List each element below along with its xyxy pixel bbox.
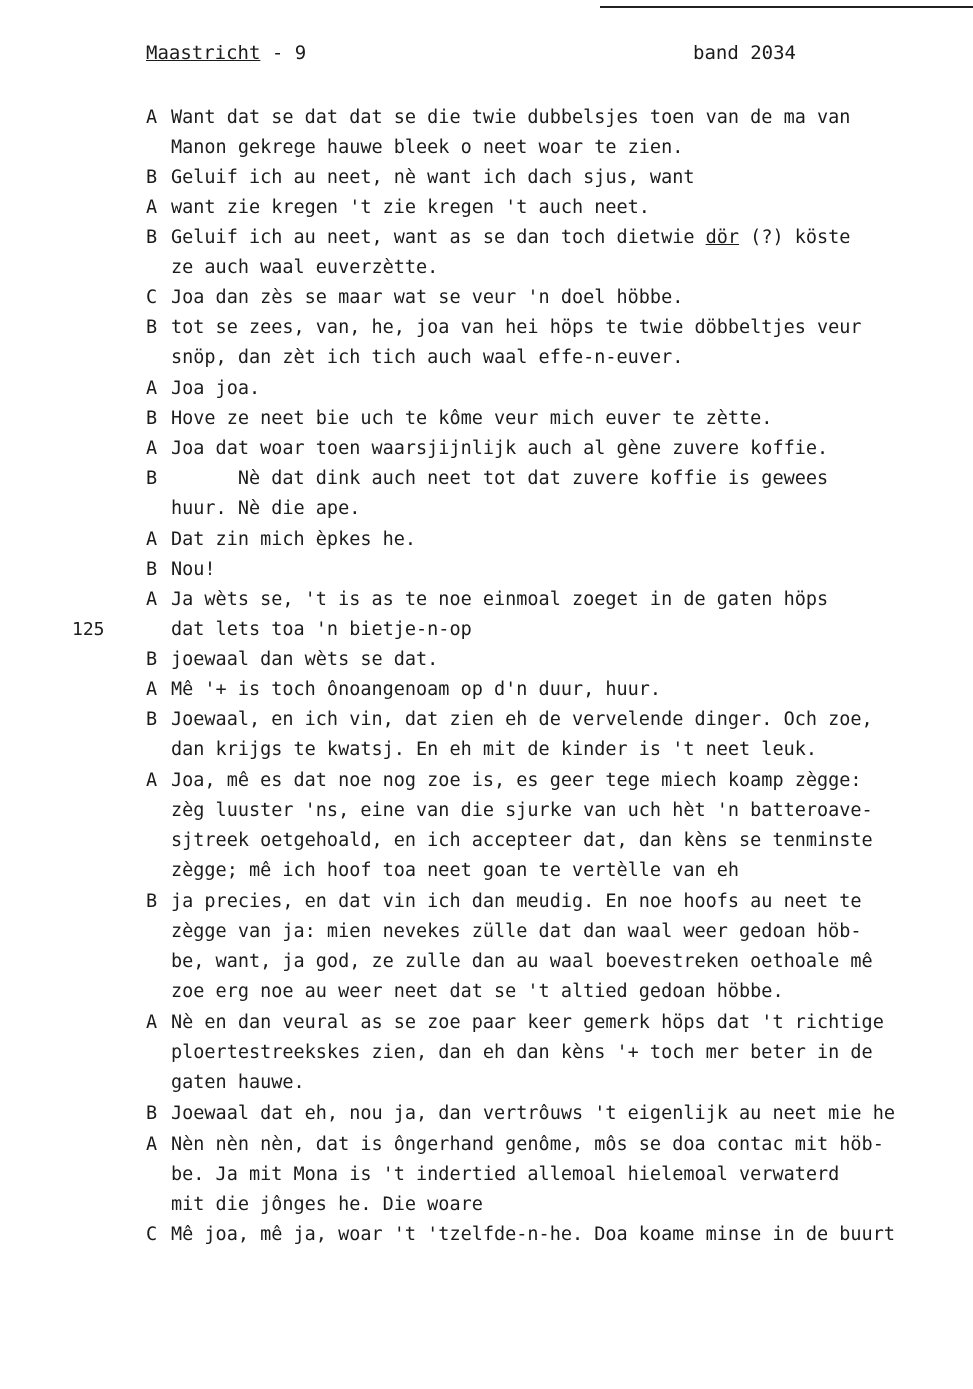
transcript-line (146, 226, 850, 250)
utterance-text: Joa, mê es dat noe nog zoe is, es geer tege miech koamp zègge: (171, 770, 862, 791)
utterance-text: Joewaal, en ich vin, dat zien eh de vervelende dinger. Och zoe, (171, 709, 873, 730)
utterance-text: ploertestreekskes zien, dan eh dan kèns '+ toch mer beter in de (171, 1042, 873, 1063)
transcript-line (171, 799, 873, 823)
speaker-label: B (146, 317, 158, 338)
transcript-line (146, 377, 260, 401)
utterance-text: Geluif ich au neet, nè want ich dach sjus, want (171, 167, 695, 188)
utterance-text: Geluif ich au neet, want as se dan toch dietwie (171, 227, 706, 248)
utterance-text: sjtreek oetgehoald, en ich accepteer dat, dan kèns se tenminste (171, 830, 873, 851)
transcript-line (146, 678, 661, 702)
speaker-label: B (146, 709, 158, 730)
utterance-text: dat lets toa 'n bietje-n-op (171, 619, 472, 640)
transcript-line (171, 738, 817, 762)
tape-number: band 2034 (693, 42, 796, 64)
speaker-label: A (146, 107, 158, 128)
speaker-label: C (146, 287, 158, 308)
speaker-label: A (146, 378, 158, 399)
transcript-line (171, 1193, 483, 1217)
speaker-label: A (146, 438, 158, 459)
utterance-text: zèg luuster 'ns, eine van die sjurke van uch hèt 'n batteroave- (171, 800, 873, 821)
utterance-text: Ja wèts se, 't is as te noe einmoal zoeget in de gaten höps (171, 589, 829, 610)
transcript-line (171, 346, 683, 370)
utterance-text: Joewaal dat eh, nou ja, dan vertrôuws 't eigenlijk au neet mie he (171, 1103, 895, 1124)
margin-line-number: 125 (72, 619, 105, 640)
transcript-line (146, 708, 873, 732)
utterance-text: Mê joa, mê ja, woar 't 'tzelfde-n-he. Doa koame minse in de buurt (171, 1224, 895, 1245)
transcript-line (146, 528, 416, 552)
utterance-text: ze auch waal euverzètte. (171, 257, 439, 278)
transcript-line (171, 1041, 873, 1065)
transcript-line (171, 136, 683, 160)
transcript-line (171, 1163, 839, 1187)
transcript-line (171, 920, 862, 944)
page-header-location (146, 42, 306, 64)
utterance-text: Nè dat dink auch neet tot dat zuvere koffie is gewees (171, 468, 829, 489)
utterance-text: Nou! (171, 559, 216, 580)
utterance-text: Dat zin mich èpkes he. (171, 529, 417, 550)
utterance-text: Joa joa. (171, 378, 261, 399)
transcript-line (146, 769, 862, 793)
speaker-label: B (146, 167, 158, 188)
utterance-text: Hove ze neet bie uch te kôme veur mich euver te zètte. (171, 408, 773, 429)
speaker-label: A (146, 197, 158, 218)
transcript-line (171, 829, 873, 853)
speaker-label: A (146, 1012, 158, 1033)
transcript-line (146, 166, 694, 190)
utterance-text: snöp, dan zèt ich tich auch waal effe-n-euver. (171, 347, 684, 368)
utterance-text: Nè en dan veural as se zoe paar keer gemerk höps dat 't richtige (171, 1012, 884, 1033)
speaker-label: B (146, 408, 158, 429)
utterance-text: tot se zees, van, he, joa van hei höps te twie döbbeltjes veur (171, 317, 862, 338)
utterance-text: zègge; mê ich hoof toa neet goan te vertèlle van eh (171, 860, 740, 881)
utterance-text: zoe erg noe au weer neet dat se 't altied gedoan höbbe. (171, 981, 784, 1002)
speaker-label: B (146, 649, 158, 670)
underlined-word: dör (705, 227, 740, 248)
speaker-label: A (146, 770, 158, 791)
transcript-line (171, 618, 472, 642)
utterance-text: want zie kregen 't zie kregen 't auch neet. (171, 197, 650, 218)
utterance-text: zègge van ja: mien nevekes zülle dat dan waal weer gedoan höb- (171, 921, 862, 942)
utterance-text: Nèn nèn nèn, dat is ôngerhand genôme, môs se doa contac mit höb- (171, 1134, 884, 1155)
speaker-label: A (146, 1134, 158, 1155)
transcript-line (146, 1223, 895, 1247)
transcript-line (171, 256, 438, 280)
utterance-text: dan krijgs te kwatsj. En eh mit de kinder is 't neet leuk. (171, 739, 818, 760)
transcript-line (146, 407, 772, 431)
transcript-line (146, 588, 828, 612)
location-name: Maastricht (146, 42, 261, 64)
transcript-line (146, 196, 650, 220)
utterance-text: huur. Nè die ape. (171, 498, 361, 519)
speaker-label: B (146, 891, 158, 912)
transcript-line (171, 859, 739, 883)
speaker-label: A (146, 589, 158, 610)
speaker-label: A (146, 529, 158, 550)
utterance-text: ja precies, en dat vin ich dan meudig. En noe hoofs au neet te (171, 891, 862, 912)
page-number: - 9 (260, 42, 307, 64)
transcript-line (171, 950, 873, 974)
transcript-line (146, 316, 862, 340)
transcript-line (171, 497, 360, 521)
transcript-line (146, 890, 862, 914)
utterance-text: Manon gekrege hauwe bleek o neet woar te zien. (171, 137, 684, 158)
speaker-label: B (146, 468, 158, 489)
utterance-text: Joa dat woar toen waarsjijnlijk auch al gène zuvere koffie. (171, 438, 829, 459)
top-rule (600, 6, 973, 8)
transcript-line (146, 286, 683, 310)
transcript-line (146, 1133, 884, 1157)
utterance-text: Want dat se dat dat se die twie dubbelsjes toen van de ma van (171, 107, 851, 128)
utterance-text: mit die jônges he. Die woare (171, 1194, 483, 1215)
utterance-text: gaten hauwe. (171, 1072, 305, 1093)
utterance-text: be. Ja mit Mona is 't indertied allemoal hielemoal verwaterd (171, 1164, 840, 1185)
speaker-label: B (146, 1103, 158, 1124)
transcript-line (171, 980, 784, 1004)
utterance-text-continued: (?) köste (739, 227, 851, 248)
transcript-line (146, 1011, 884, 1035)
transcript-line (146, 106, 850, 130)
transcript-line (146, 648, 438, 672)
transcript-line (146, 467, 828, 491)
utterance-text: Mê '+ is toch ônoangenoam op d'n duur, huur. (171, 679, 662, 700)
transcript-line (146, 1102, 895, 1126)
speaker-label: C (146, 1224, 158, 1245)
speaker-label: B (146, 227, 158, 248)
transcript-line (146, 558, 216, 582)
utterance-text: Joa dan zès se maar wat se veur 'n doel höbbe. (171, 287, 684, 308)
speaker-label: B (146, 559, 158, 580)
speaker-label: A (146, 679, 158, 700)
utterance-text: joewaal dan wèts se dat. (171, 649, 439, 670)
utterance-text: be, want, ja god, ze zulle dan au waal boevestreken oethoale mê (171, 951, 873, 972)
transcript-line (171, 1071, 305, 1095)
transcript-line (146, 437, 828, 461)
